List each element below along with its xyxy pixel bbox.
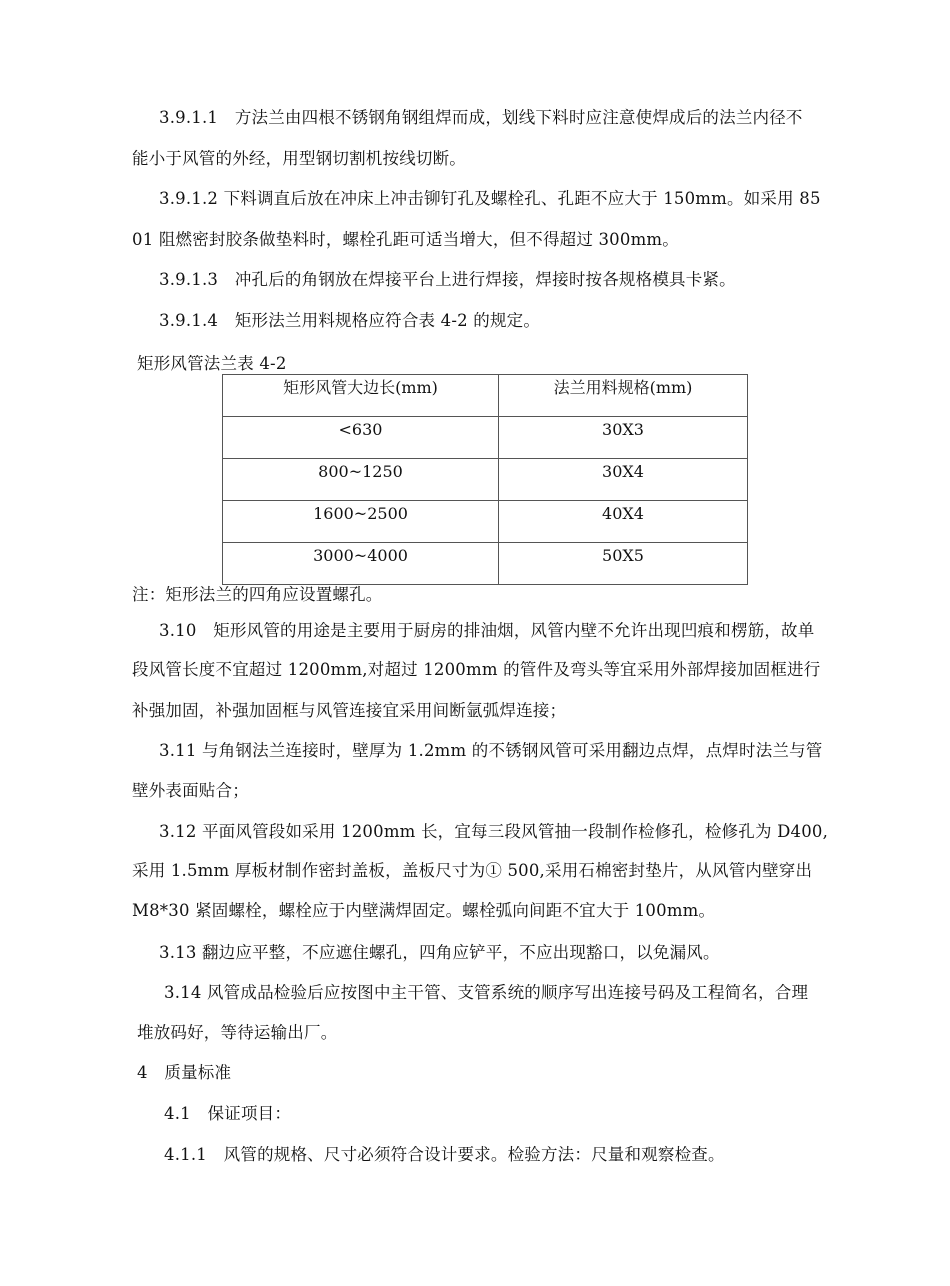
table-cell: 50X5 [499,543,748,585]
table-row [223,417,748,459]
table-note: 注：矩形法兰的四角应设置螺孔。 [132,585,383,604]
section-heading-4-1: 4.1 保证项目： [164,1104,292,1123]
table-header-row [223,375,748,417]
paragraph-3-9-1-1-line1: 3.9.1.1 方法兰由四根不锈钢角钢组焊而成，划线下料时应注意使焊成后的法兰内径不 [159,108,803,127]
table-cell: <630 [223,417,499,459]
paragraph-3-12-line3: M8*30 紧固螺栓，螺栓应于内壁满焊固定。螺栓弧向间距不宜大于 100mm。 [132,901,716,920]
paragraph-3-11-line1: 3.11 与角钢法兰连接时，壁厚为 1.2mm 的不锈钢风管可采用翻边点焊，点焊时法兰与管 [159,741,823,760]
paragraph-3-9-1-4: 3.9.1.4 矩形法兰用料规格应符合表 4-2 的规定。 [159,311,541,330]
paragraph-3-9-1-3: 3.9.1.3 冲孔后的角钢放在焊接平台上进行焊接，焊接时按各规格模具卡紧。 [159,270,736,289]
table-row [223,543,748,585]
paragraph-3-13: 3.13 翻边应平整，不应遮住螺孔，四角应铲平，不应出现豁口，以免漏风。 [159,943,720,962]
table-cell: 800~1250 [223,459,499,501]
paragraph-3-9-1-2-line2: 01 阻燃密封胶条做垫料时，螺栓孔距可适当增大，但不得超过 300mm。 [132,230,679,249]
section-heading-4: 4 质量标准 [137,1063,232,1082]
paragraph-3-11-line2: 壁外表面贴合； [132,781,249,800]
paragraph-3-10-line3: 补强加固，补强加固框与风管连接宜采用间断氩弧焊连接； [132,701,567,720]
paragraph-3-14-line2: 堆放码好，等待运输出厂。 [137,1023,338,1042]
flange-spec-table [222,374,748,585]
paragraph-4-1-1: 4.1.1 风管的规格、尺寸必须符合设计要求。检验方法：尺量和观察检查。 [164,1145,725,1164]
table-cell: 40X4 [499,501,748,543]
paragraph-3-9-1-2-line1: 3.9.1.2 下料调直后放在冲床上冲击铆钉孔及螺栓孔、孔距不应大于 150mm。如采用 85 [159,189,821,208]
table-caption: 矩形风管法兰表 4-2 [137,354,287,373]
table-cell: 3000~4000 [223,543,499,585]
paragraph-3-10-line2: 段风管长度不宜超过 1200mm,对超过 1200mm 的管件及弯头等宜采用外部焊接加固框进行 [132,660,821,679]
paragraph-3-14-line1: 3.14 风管成品检验后应按图中主干管、支管系统的顺序写出连接号码及工程简名，合理 [164,983,809,1002]
paragraph-3-9-1-1-line2: 能小于风管的外经，用型钢切割机按线切断。 [132,149,466,168]
table-cell: 30X4 [499,459,748,501]
table-row [223,501,748,543]
paragraph-3-12-line1: 3.12 平面风管段如采用 1200mm 长，宜每三段风管抽一段制作检修孔，检修孔为 D400, [159,822,829,841]
table-cell: 30X3 [499,417,748,459]
table-row [223,459,748,501]
paragraph-3-12-line2: 采用 1.5mm 厚板材制作密封盖板，盖板尺寸为① 500,采用石棉密封垫片，从风管内壁穿出 [132,861,813,880]
table-cell: 1600~2500 [223,501,499,543]
table-header-cell: 矩形风管大边长(mm) [223,375,499,417]
paragraph-3-10-line1: 3.10 矩形风管的用途是主要用于厨房的排油烟，风管内壁不允许出现凹痕和楞筋，故单 [159,621,815,640]
table-header-cell: 法兰用料规格(mm) [499,375,748,417]
